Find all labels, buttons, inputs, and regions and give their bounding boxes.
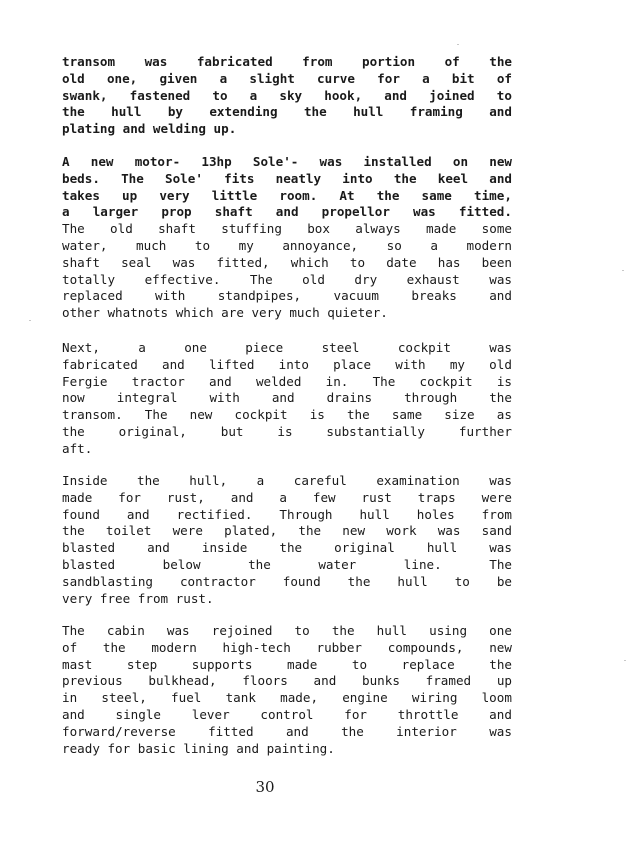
text-line: the hull by extending the hull framing and bbox=[62, 104, 512, 120]
text-line: of the modern high-tech rubber compounds, new bbox=[62, 639, 512, 655]
paragraph-cockpit bbox=[62, 340, 512, 458]
paragraph-transom bbox=[62, 54, 512, 138]
text-line: mast step supports made to replace the bbox=[62, 656, 512, 672]
text-line: shaft seal was fitted, which to date has been bbox=[62, 254, 512, 270]
paragraph-hull-inspection bbox=[62, 473, 512, 607]
scan-speck bbox=[622, 270, 624, 271]
text-line: blasted and inside the original hull was bbox=[62, 540, 512, 556]
paragraph-new-motor bbox=[62, 154, 512, 322]
text-line: Next, a one piece steel cockpit was bbox=[62, 340, 512, 355]
text-line: a larger prop shaft and propellor was fitted. bbox=[62, 204, 512, 220]
text-line: Fergie tractor and welded in. The cockpit is bbox=[62, 373, 512, 389]
text-line: beds. The Sole' fits neatly into the keel and bbox=[62, 170, 512, 186]
scan-speck bbox=[29, 320, 31, 321]
text-line: and single lever control for throttle and bbox=[62, 706, 512, 722]
text-line: Inside the hull, a careful examination was bbox=[62, 473, 512, 488]
text-line: fabricated and lifted into place with my old bbox=[62, 356, 512, 372]
text-line: forward/reverse fitted and the interior was bbox=[62, 723, 512, 739]
page-number: 30 bbox=[255, 778, 275, 796]
text-line: previous bulkhead, floors and bunks framed up bbox=[62, 673, 512, 689]
paragraph-cabin-rejoined bbox=[62, 623, 512, 757]
text-line: aft. bbox=[62, 440, 93, 456]
text-line: made for rust, and a few rust traps were bbox=[62, 489, 512, 505]
text-line: transom. The new cockpit is the same size as bbox=[62, 407, 512, 423]
text-line: the original, but is substantially further bbox=[62, 423, 512, 439]
text-line: ready for basic lining and painting. bbox=[62, 740, 335, 756]
text-line: swank, fastened to a sky hook, and joined to bbox=[62, 87, 512, 103]
text-line: found and rectified. Through hull holes from bbox=[62, 506, 512, 522]
text-line: other whatnots which are very much quieter. bbox=[62, 305, 388, 321]
text-line: now integral with and drains through the bbox=[62, 390, 512, 406]
text-line: blasted below the water line. The bbox=[62, 556, 512, 572]
text-line: old one, given a slight curve for a bit of bbox=[62, 70, 512, 86]
text-line: replaced with standpipes, vacuum breaks and bbox=[62, 288, 512, 304]
text-line: sandblasting contractor found the hull to be bbox=[62, 573, 512, 589]
text-line: takes up very little room. At the same time, bbox=[62, 187, 512, 203]
text-line: in steel, fuel tank made, engine wiring loom bbox=[62, 690, 512, 706]
text-line: plating and welding up. bbox=[62, 121, 237, 137]
text-line: the toilet were plated, the new work was sand bbox=[62, 523, 512, 539]
text-line: water, much to my annoyance, so a modern bbox=[62, 237, 512, 253]
scan-speck bbox=[457, 44, 459, 45]
text-line: A new motor- 13hp Sole'- was installed on new bbox=[62, 154, 512, 169]
scan-speck bbox=[624, 660, 626, 661]
text-line: very free from rust. bbox=[62, 590, 214, 606]
text-line: totally effective. The old dry exhaust was bbox=[62, 271, 512, 287]
text-line: The old shaft stuffing box always made some bbox=[62, 221, 512, 237]
text-line: transom was fabricated from portion of the bbox=[62, 54, 512, 69]
text-line: The cabin was rejoined to the hull using one bbox=[62, 623, 512, 638]
